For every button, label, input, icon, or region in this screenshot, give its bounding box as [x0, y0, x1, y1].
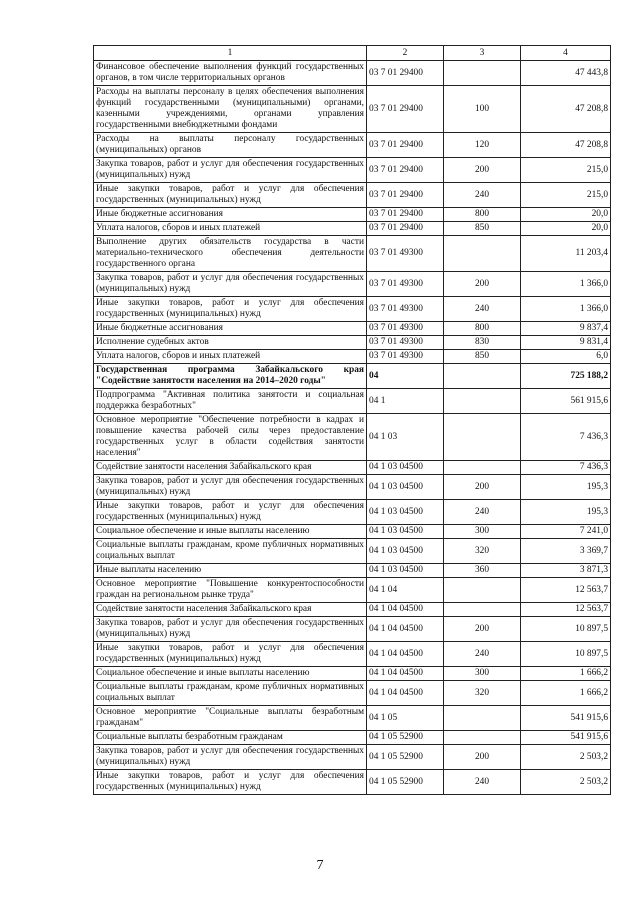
row-name-cell: Уплата налогов, сборов и иных платежей — [94, 350, 367, 364]
table-row — [94, 564, 611, 578]
table-row — [94, 578, 611, 603]
row-type-cell: 320 — [444, 681, 521, 706]
row-name-cell: Социальные выплаты безработным гражданам — [94, 731, 367, 745]
row-amount-cell: 11 203,4 — [521, 236, 611, 272]
row-amount-cell: 47 208,8 — [521, 86, 611, 133]
row-code-cell: 04 1 03 04500 — [367, 461, 444, 475]
row-name-cell: Социальное обеспечение и иные выплаты населению — [94, 667, 367, 681]
table-row — [94, 603, 611, 617]
row-code-cell: 04 1 03 04500 — [367, 475, 444, 500]
table-row — [94, 706, 611, 731]
row-amount-cell: 7 436,3 — [521, 414, 611, 461]
row-amount-cell: 3 871,3 — [521, 564, 611, 578]
row-code-cell: 04 1 04 04500 — [367, 667, 444, 681]
row-name-cell: Расходы на выплаты персоналу государственных (муниципальных) органов — [94, 133, 367, 158]
row-amount-cell: 2 503,2 — [521, 770, 611, 795]
row-amount-cell: 561 915,6 — [521, 389, 611, 414]
row-type-cell — [444, 61, 521, 86]
page-number: 7 — [316, 858, 324, 873]
row-amount-cell: 215,0 — [521, 183, 611, 208]
row-code-cell: 04 1 05 52900 — [367, 731, 444, 745]
table-row — [94, 525, 611, 539]
table-row — [94, 389, 611, 414]
row-amount-cell: 6,0 — [521, 350, 611, 364]
row-code-cell: 04 1 — [367, 389, 444, 414]
row-amount-cell: 1 366,0 — [521, 297, 611, 322]
row-type-cell — [444, 578, 521, 603]
row-name-cell: Иные бюджетные ассигнования — [94, 322, 367, 336]
row-name-cell: Основное мероприятие "Социальные выплаты безработным гражданам" — [94, 706, 367, 731]
row-amount-cell: 10 897,5 — [521, 617, 611, 642]
row-name-cell: Закупка товаров, работ и услуг для обеспечения государственных (муниципальных) нужд — [94, 745, 367, 770]
row-amount-cell: 20,0 — [521, 222, 611, 236]
row-type-cell: 200 — [444, 745, 521, 770]
budget-table — [93, 45, 611, 795]
row-name-cell: Иные закупки товаров, работ и услуг для обеспечения государственных (муниципальных) нужд — [94, 297, 367, 322]
row-type-cell — [444, 731, 521, 745]
row-code-cell: 03 7 01 29400 — [367, 86, 444, 133]
table-row — [94, 364, 611, 389]
row-code-cell: 04 1 03 04500 — [367, 500, 444, 525]
column-header-amount: 4 — [521, 46, 611, 61]
row-code-cell: 03 7 01 29400 — [367, 222, 444, 236]
row-code-cell: 04 1 05 52900 — [367, 745, 444, 770]
row-type-cell — [444, 461, 521, 475]
row-amount-cell: 9 831,4 — [521, 336, 611, 350]
row-name-cell: Исполнение судебных актов — [94, 336, 367, 350]
table-row — [94, 350, 611, 364]
table-row — [94, 461, 611, 475]
table-row — [94, 681, 611, 706]
table-row — [94, 414, 611, 461]
row-name-cell: Закупка товаров, работ и услуг для обеспечения государственных (муниципальных) нужд — [94, 272, 367, 297]
row-type-cell: 240 — [444, 642, 521, 667]
row-name-cell: Иные бюджетные ассигнования — [94, 208, 367, 222]
row-name-cell: Финансовое обеспечение выполнения функций государственных органов, в том числе территориальных органов — [94, 61, 367, 86]
row-type-cell — [444, 706, 521, 731]
table-row — [94, 297, 611, 322]
row-type-cell — [444, 236, 521, 272]
row-amount-cell: 195,3 — [521, 475, 611, 500]
column-header-type: 3 — [444, 46, 521, 61]
row-amount-cell: 47 208,8 — [521, 133, 611, 158]
row-amount-cell: 47 443,8 — [521, 61, 611, 86]
row-amount-cell: 12 563,7 — [521, 603, 611, 617]
row-type-cell: 240 — [444, 770, 521, 795]
row-type-cell: 360 — [444, 564, 521, 578]
row-code-cell: 03 7 01 29400 — [367, 208, 444, 222]
table-row — [94, 642, 611, 667]
row-type-cell: 850 — [444, 350, 521, 364]
row-amount-cell: 725 188,2 — [521, 364, 611, 389]
row-name-cell: Основное мероприятие "Обеспечение потребности в кадрах и повышение качества рабочей силы через предоставление государственных услуг в области содействия занятости населения" — [94, 414, 367, 461]
row-amount-cell: 12 563,7 — [521, 578, 611, 603]
row-type-cell: 850 — [444, 222, 521, 236]
row-code-cell: 04 1 04 04500 — [367, 617, 444, 642]
row-amount-cell: 20,0 — [521, 208, 611, 222]
row-name-cell: Подпрограмма "Активная политика занятости и социальная поддержка безработных" — [94, 389, 367, 414]
row-name-cell: Иные закупки товаров, работ и услуг для обеспечения государственных (муниципальных) нужд — [94, 770, 367, 795]
row-name-cell: Закупка товаров, работ и услуг для обеспечения государственных (муниципальных) нужд — [94, 475, 367, 500]
row-name-cell: Иные выплаты населению — [94, 564, 367, 578]
table-row — [94, 272, 611, 297]
table-row — [94, 133, 611, 158]
row-code-cell: 03 7 01 29400 — [367, 133, 444, 158]
row-type-cell: 320 — [444, 539, 521, 564]
row-type-cell: 800 — [444, 208, 521, 222]
row-name-cell: Уплата налогов, сборов и иных платежей — [94, 222, 367, 236]
table-row — [94, 336, 611, 350]
table-row — [94, 539, 611, 564]
table-row — [94, 745, 611, 770]
row-type-cell: 200 — [444, 272, 521, 297]
table-row — [94, 158, 611, 183]
row-code-cell: 03 7 01 49300 — [367, 322, 444, 336]
row-code-cell: 03 7 01 49300 — [367, 272, 444, 297]
row-amount-cell: 195,3 — [521, 500, 611, 525]
row-type-cell: 800 — [444, 322, 521, 336]
row-name-cell: Социальные выплаты гражданам, кроме публичных нормативных социальных выплат — [94, 539, 367, 564]
row-code-cell: 04 1 03 04500 — [367, 539, 444, 564]
row-code-cell: 04 1 04 04500 — [367, 603, 444, 617]
row-code-cell: 04 1 05 — [367, 706, 444, 731]
row-code-cell: 04 1 03 04500 — [367, 525, 444, 539]
row-type-cell — [444, 389, 521, 414]
row-amount-cell: 1 666,2 — [521, 681, 611, 706]
row-amount-cell: 1 366,0 — [521, 272, 611, 297]
row-name-cell: Иные закупки товаров, работ и услуг для обеспечения государственных (муниципальных) нужд — [94, 183, 367, 208]
table-row — [94, 86, 611, 133]
table-row — [94, 617, 611, 642]
row-code-cell: 03 7 01 29400 — [367, 158, 444, 183]
row-code-cell: 04 1 04 04500 — [367, 642, 444, 667]
row-type-cell: 240 — [444, 183, 521, 208]
row-amount-cell: 2 503,2 — [521, 745, 611, 770]
row-type-cell — [444, 364, 521, 389]
row-code-cell: 04 1 04 04500 — [367, 681, 444, 706]
row-name-cell: Социальное обеспечение и иные выплаты населению — [94, 525, 367, 539]
row-type-cell: 240 — [444, 500, 521, 525]
row-type-cell: 300 — [444, 525, 521, 539]
table-row — [94, 61, 611, 86]
table-row — [94, 236, 611, 272]
row-type-cell: 100 — [444, 86, 521, 133]
row-name-cell: Государственная программа Забайкальского края "Содействие занятости населения на 2014–2020 годы" — [94, 364, 367, 389]
row-type-cell: 830 — [444, 336, 521, 350]
row-type-cell: 240 — [444, 297, 521, 322]
row-type-cell: 200 — [444, 158, 521, 183]
table-row — [94, 222, 611, 236]
row-type-cell: 120 — [444, 133, 521, 158]
row-amount-cell: 7 436,3 — [521, 461, 611, 475]
row-code-cell: 03 7 01 49300 — [367, 236, 444, 272]
row-amount-cell: 541 915,6 — [521, 706, 611, 731]
table-row — [94, 208, 611, 222]
row-code-cell: 03 7 01 29400 — [367, 183, 444, 208]
table-row — [94, 183, 611, 208]
row-amount-cell: 7 241,0 — [521, 525, 611, 539]
row-type-cell: 200 — [444, 475, 521, 500]
table-header-row — [94, 46, 611, 61]
row-name-cell: Основное мероприятие "Повышение конкурентоспособности граждан на региональном рынке труда" — [94, 578, 367, 603]
column-header-name: 1 — [94, 46, 367, 61]
row-name-cell: Иные закупки товаров, работ и услуг для обеспечения государственных (муниципальных) нужд — [94, 642, 367, 667]
table-body — [94, 61, 611, 795]
row-type-cell: 200 — [444, 617, 521, 642]
row-code-cell: 03 7 01 49300 — [367, 350, 444, 364]
row-code-cell: 04 1 03 04500 — [367, 564, 444, 578]
row-name-cell: Иные закупки товаров, работ и услуг для обеспечения государственных (муниципальных) нужд — [94, 500, 367, 525]
table-row — [94, 731, 611, 745]
row-code-cell: 04 1 05 52900 — [367, 770, 444, 795]
table-row — [94, 322, 611, 336]
row-code-cell: 04 1 03 — [367, 414, 444, 461]
row-name-cell: Расходы на выплаты персоналу в целях обеспечения выполнения функций государственными (муниципальными) органами, казенными учреждениями, органами управления государственными внебюджетными фондами — [94, 86, 367, 133]
row-code-cell: 04 — [367, 364, 444, 389]
table-row — [94, 475, 611, 500]
row-name-cell: Социальные выплаты гражданам, кроме публичных нормативных социальных выплат — [94, 681, 367, 706]
row-amount-cell: 541 915,6 — [521, 731, 611, 745]
row-code-cell: 04 1 04 — [367, 578, 444, 603]
row-name-cell: Содействие занятости населения Забайкальского края — [94, 461, 367, 475]
row-code-cell: 03 7 01 49300 — [367, 336, 444, 350]
table-row — [94, 500, 611, 525]
row-name-cell: Закупка товаров, работ и услуг для обеспечения государственных (муниципальных) нужд — [94, 617, 367, 642]
row-name-cell: Выполнение других обязательств государства в части материально-технического обеспечения деятельности государственного органа — [94, 236, 367, 272]
row-type-cell — [444, 603, 521, 617]
row-amount-cell: 215,0 — [521, 158, 611, 183]
row-amount-cell: 10 897,5 — [521, 642, 611, 667]
row-amount-cell: 1 666,2 — [521, 667, 611, 681]
table-row — [94, 770, 611, 795]
table-row — [94, 667, 611, 681]
row-name-cell: Закупка товаров, работ и услуг для обеспечения государственных (муниципальных) нужд — [94, 158, 367, 183]
row-amount-cell: 3 369,7 — [521, 539, 611, 564]
row-code-cell: 03 7 01 49300 — [367, 297, 444, 322]
row-amount-cell: 9 837,4 — [521, 322, 611, 336]
column-header-code: 2 — [367, 46, 444, 61]
row-code-cell: 03 7 01 29400 — [367, 61, 444, 86]
row-type-cell: 300 — [444, 667, 521, 681]
row-name-cell: Содействие занятости населения Забайкальского края — [94, 603, 367, 617]
row-type-cell — [444, 414, 521, 461]
